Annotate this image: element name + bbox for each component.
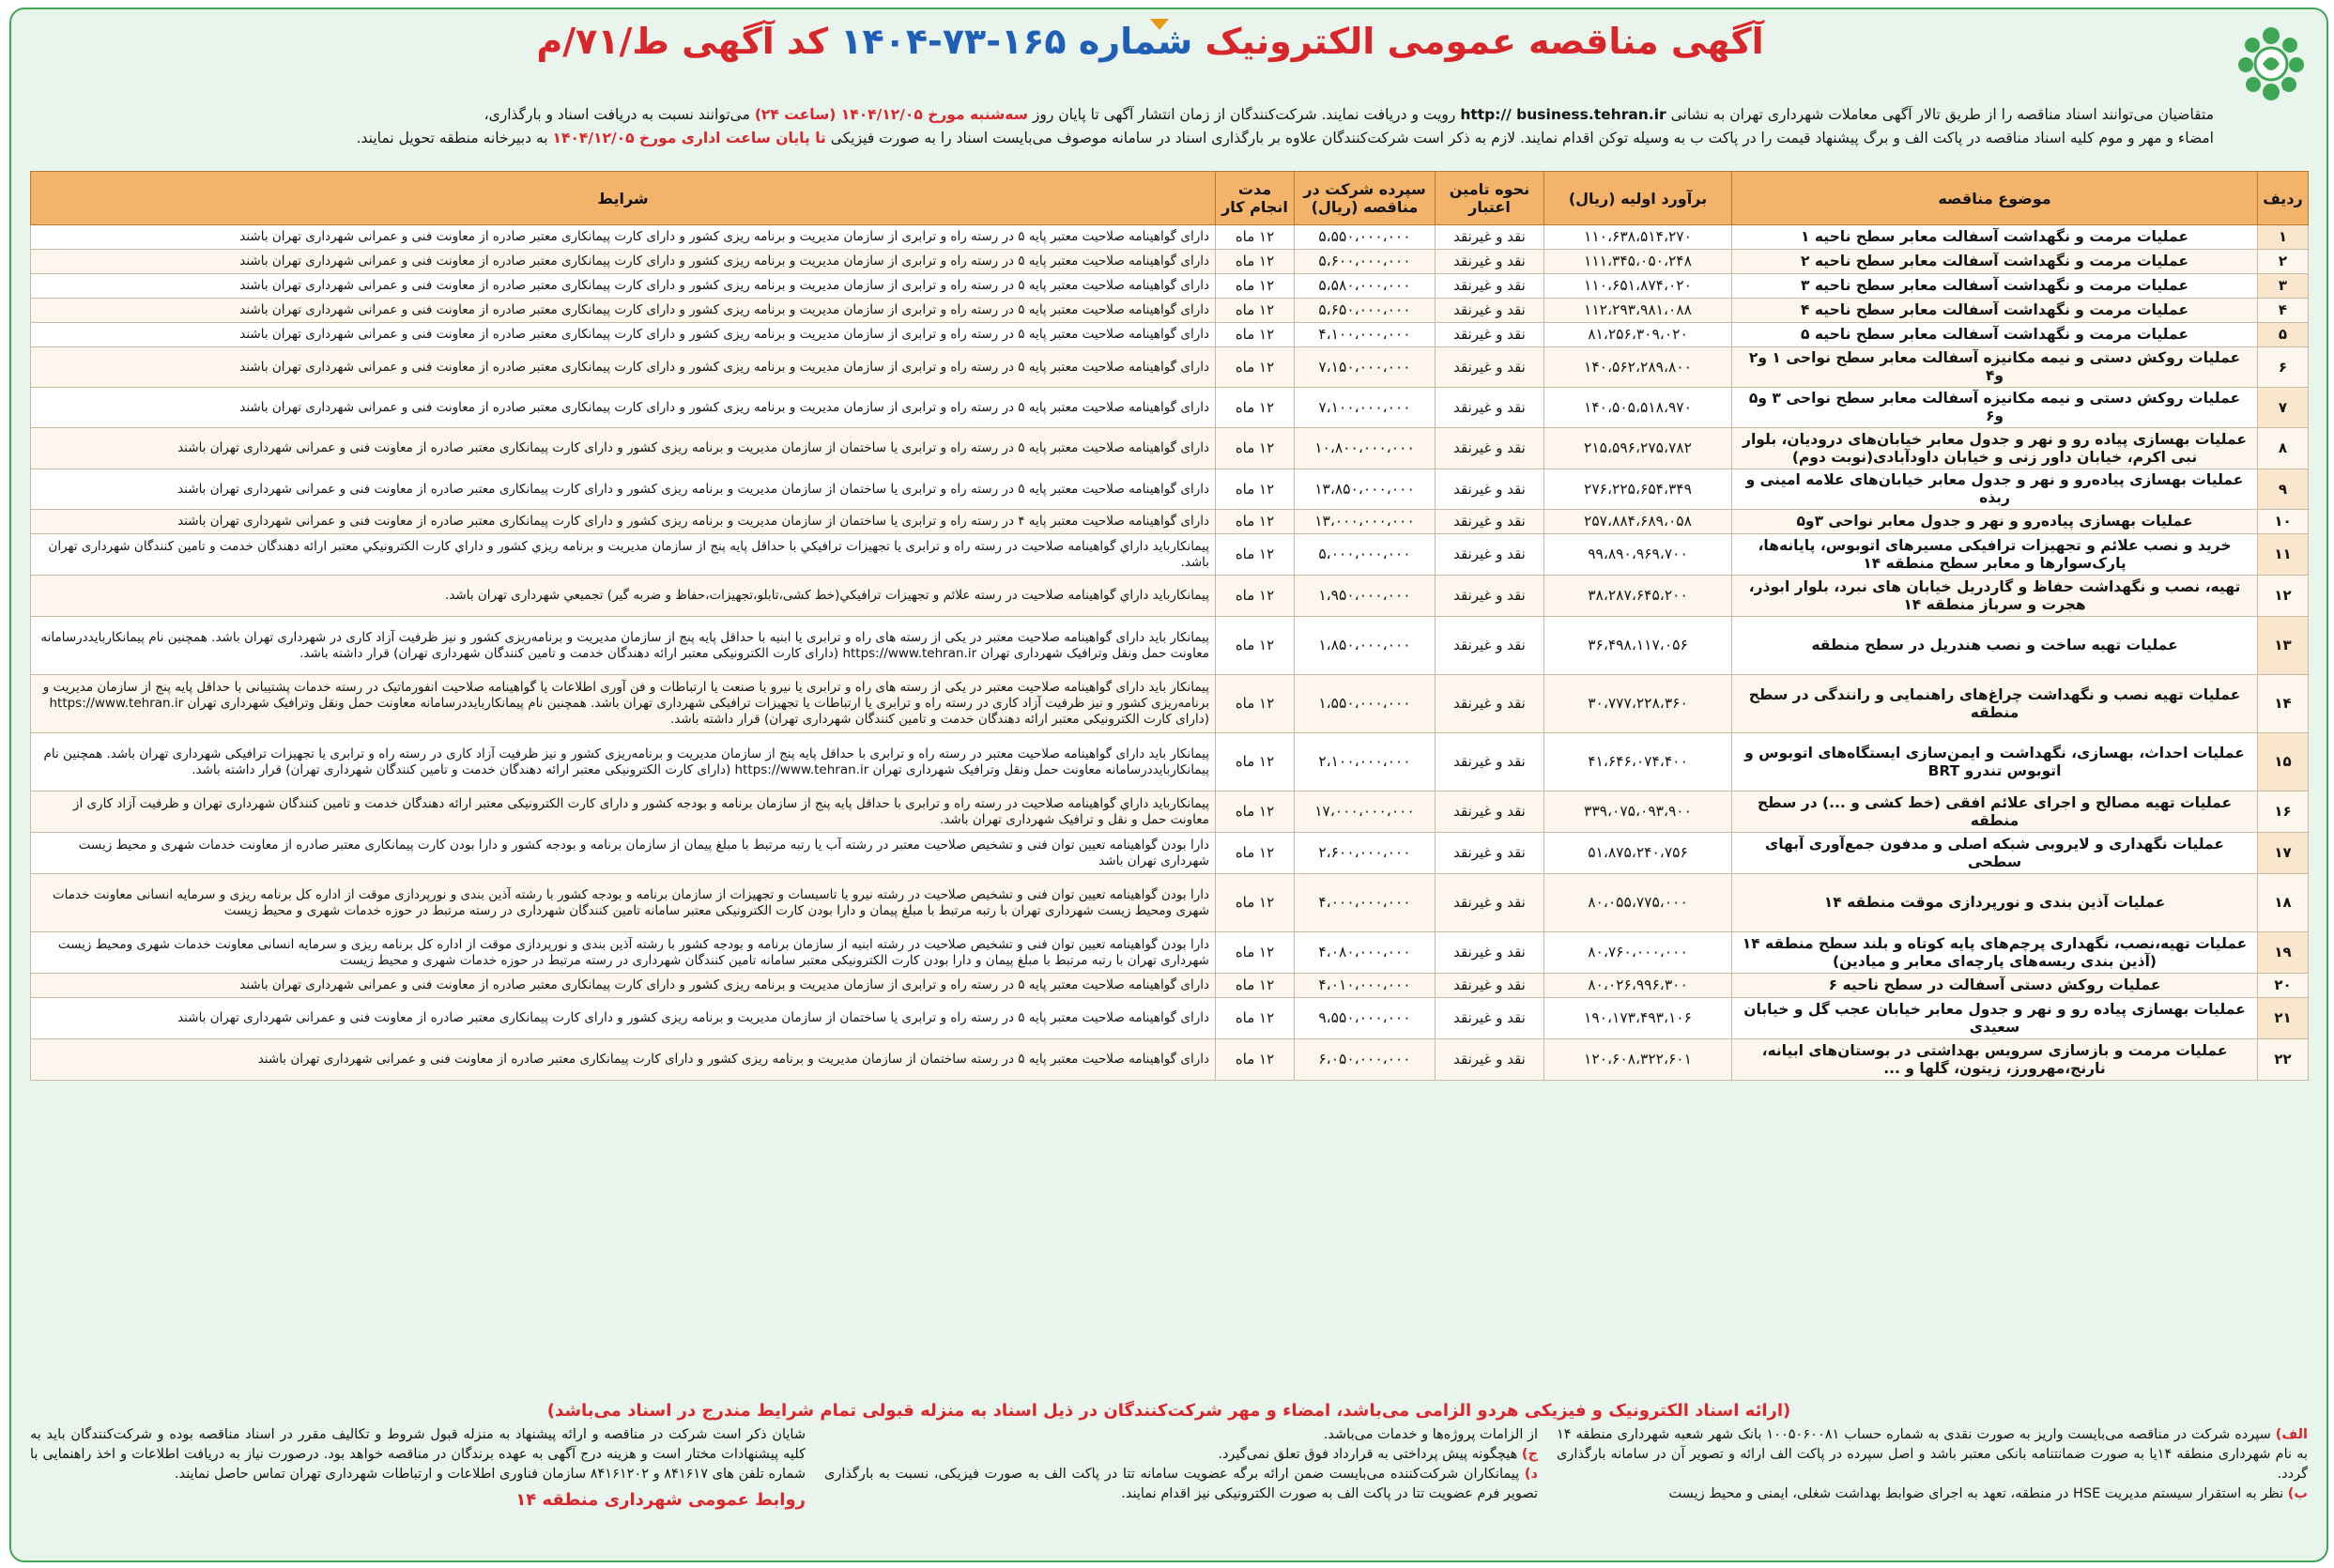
intro-line1-c: می‌توانند نسبت به دریافت اسناد و بارگذاری، (484, 106, 750, 123)
initial-estimate: ۱۱۲،۲۹۳،۹۸۱،۰۸۸ (1544, 299, 1732, 323)
table-row (31, 833, 2309, 874)
table-row (31, 250, 2309, 274)
tender-conditions: دارا بودن گواهینامه تعیین توان فنی و تشخیص صلاحیت در رشته ابنیه از سازمان برنامه و بودجه کشور با رشته آذین بندی و نورپردازی موقت از اداره کل برنامه ریزی و سرمایه انسانی معاونت خدمات شهری ومحیط زیست شهرداری تهران با رتبه مرتبط با مبلغ پیمان و دارا بودن کارت الکترونیکی معتبر سامانه تامین کنندگان شهرداری در رسته مرتبط در حوزه خدمات شهری و محیط زیست (31, 932, 1216, 974)
tender-subject: تهیه، نصب و نگهداشت حفاظ و گاردریل خیابان های نبرد، بلوار ابوذر، هجرت و سرباز منطقه ۱۴ (1732, 576, 2258, 617)
work-duration: ۱۲ ماه (1216, 675, 1295, 733)
initial-estimate: ۱۱۰،۶۳۸،۵۱۴،۲۷۰ (1544, 225, 1732, 250)
funding-method: نقد و غیرنقد (1436, 323, 1544, 347)
tender-conditions: دارای گواهینامه صلاحیت معتبر پایه ۵ در رسته راه و ترابری یا ساختمان از سازمان مدیریت و برنامه ریزی کشور و دارای کارت پیمانکاری معتبر صادره از معاونت فنی و عمرانی شهرداری تهران باشند (31, 998, 1216, 1039)
row-number: ۷ (2258, 388, 2309, 428)
participation-deposit: ۱۰،۸۰۰،۰۰۰،۰۰۰ (1295, 428, 1436, 469)
header-duration: مدت انجام کار (1216, 172, 1295, 225)
note-a-text: سپرده شرکت در مناقصه می‌بایست واریز به صورت نقدی به شماره حساب ۱۰۰۵۰۶۰۰۸۱ بانک شهر شعبه شهرداری منطقه ۱۴ به نام شهرداری منطقه ۱۴یا به صورت ضمانتنامه بانکی معتبر باشد و اصل سپرده در پاکت الف ارائه و تصویر آن در سامانه بارگذاری گردد. (1557, 1427, 2309, 1482)
tender-subject: خرید و نصب علائم و تجهیزات ترافیکی مسیرهای اتوبوس، پایانه‌ها، پارک‌سوارها و معابر سطح منطقه ۱۴ (1732, 534, 2258, 576)
row-number: ۱ (2258, 225, 2309, 250)
funding-method: نقد و غیرنقد (1436, 428, 1544, 469)
funding-method: نقد و غیرنقد (1436, 792, 1544, 833)
header-estimate: برآورد اولیه (ریال) (1544, 172, 1732, 225)
table-row (31, 617, 2309, 675)
tender-conditions: دارای گواهینامه صلاحیت معتبر پایه ۵ در رسته راه و ترابری از سازمان مدیریت و برنامه ریزی کشور و دارای کارت پیمانکاری معتبر صادره از معاونت فنی و عمرانی شهرداری تهران باشند (31, 323, 1216, 347)
tender-subject: عملیات تهیه،نصب، نگهداری پرچم‌های پایه کوتاه و بلند سطح منطقه ۱۴ (آذین بندی ریسه‌های پارچه‌ای معابر و میادین) (1732, 932, 2258, 974)
row-number: ۱۰ (2258, 510, 2309, 534)
tender-conditions: پیمانکار باید دارای گواهینامه صلاحیت معتبر در یکی از رسته های راه و ترابری یا نیرو یا صنعت یا ارتباطات و فن آوری اطلاعات یا گواهینامه صلاحیت انفورماتیک در رسته خدمات پشتیبانی با حداقل پایه پنج از سازمان مدیریت و برنامه‌ریزی کشور و نیز ظرفیت آزاد کاری در رسته راه و ترابری یا ارتباطات یا تجهیزات ترافیکی شهرداری تهران باشد. همچنین نام پیمانکاربایددرسامانه معاونت حمل ونقل وترافیک شهرداری تهران https://www.tehran.ir (دارای کارت الکترونیکی معتبر ارائه دهندگان خدمت و تامین کنندگان شهرداری تهران) قرار داشته باشد. (31, 675, 1216, 733)
initial-estimate: ۸۰،۰۲۶،۹۹۶،۳۰۰ (1544, 974, 1732, 998)
participation-deposit: ۷،۱۵۰،۰۰۰،۰۰۰ (1295, 347, 1436, 388)
tender-conditions: پیمانکاربايد داراي گواهينامه صلاحيت در رسته راه و ترابری با حداقل پایه پنج از سازمان برنامه و بودجه کشور و دارای کارت الکترونیکی معتبر ارائه دهندگان خدمت و تامین کنندگان شهرداری تهران و ظرفیت آزاد کاری از معاونت حمل و نقل و ترافیک شهرداری تهران باشد. (31, 792, 1216, 833)
participation-deposit: ۶،۰۵۰،۰۰۰،۰۰۰ (1295, 1039, 1436, 1081)
public-relations-signature: روابط عمومی شهرداری منطقه ۱۴ (515, 1490, 806, 1510)
row-number: ۸ (2258, 428, 2309, 469)
title-arrow-icon (1150, 19, 1169, 30)
tender-conditions: دارای گواهینامه صلاحیت معتبر پایه ۵ در رسته راه و ترابری از سازمان مدیریت و برنامه ریزی کشور و دارای کارت پیمانکاری معتبر صادره از معاونت فنی و عمرانی شهرداری تهران باشند (31, 250, 1216, 274)
tender-conditions: دارای گواهینامه صلاحیت معتبر پایه ۵ در رسته راه و ترابری از سازمان مدیریت و برنامه ریزی کشور و دارای کارت پیمانکاری معتبر صادره از معاونت فنی و عمرانی شهرداری تهران باشند (31, 299, 1216, 323)
notes-column-right (1557, 1425, 2308, 1504)
note-c-text: هیچگونه پیش پرداختی به قرارداد فوق تعلق نمی‌گیرد. (1218, 1447, 1518, 1462)
title-number-label: شماره (1078, 21, 1193, 62)
tender-subject: عملیات تهیه ساخت و نصب هندریل در سطح منطقه (1732, 617, 2258, 675)
tender-subject: عملیات بهسازی پیاده رو و نهر و جدول معابر خیابان عجب گل و خیابان سعیدی (1732, 998, 2258, 1039)
participation-deposit: ۴،۱۰۰،۰۰۰،۰۰۰ (1295, 323, 1436, 347)
tender-conditions: پیمانکاربايد داراي گواهينامه صلاحيت در رسته علائم و تجهيزات ترافيكي(خط كشی،تابلو،تجهيزات،حفاظ و ضربه گير) تجميعي شهرداری تهران باشد. (31, 576, 1216, 617)
work-duration: ۱۲ ماه (1216, 250, 1295, 274)
header-no: ردیف (2258, 172, 2309, 225)
tenders-table (30, 171, 2309, 1081)
table-row (31, 274, 2309, 299)
tender-conditions: دارای گواهینامه صلاحیت معتبر پایه ۵ در رسته راه و ترابری از سازمان مدیریت و برنامه ریزی کشور و دارای کارت پیمانکاری معتبر صادره از معاونت فنی و عمرانی شهرداری تهران باشند (31, 974, 1216, 998)
table-row (31, 874, 2309, 932)
funding-method: نقد و غیرنقد (1436, 225, 1544, 250)
work-duration: ۱۲ ماه (1216, 792, 1295, 833)
work-duration: ۱۲ ماه (1216, 428, 1295, 469)
header-subject: موضوع مناقصه (1732, 172, 2258, 225)
row-number: ۱۳ (2258, 617, 2309, 675)
note-d-label: د) (1524, 1467, 1538, 1482)
work-duration: ۱۲ ماه (1216, 274, 1295, 299)
funding-method: نقد و غیرنقد (1436, 833, 1544, 874)
work-duration: ۱۲ ماه (1216, 998, 1295, 1039)
table-row (31, 534, 2309, 576)
intro-physical-deadline: تا پایان ساعت اداری مورخ ۱۴۰۴/۱۲/۰۵ (552, 130, 826, 146)
tender-subject: عملیات مرمت و نگهداشت آسفالت معابر سطح ناحیه ۳ (1732, 274, 2258, 299)
intro-line1-a: متقاضیان می‌توانند اسناد مناقصه را از طریق تالار آگهی معاملات شهرداری تهران به نشانی (1670, 106, 2214, 123)
tender-conditions: دارای گواهینامه صلاحیت معتبر پایه ۵ در رسته ساختمان از سازمان مدیریت و برنامه ریزی کشور و دارای کارت پیمانکاری معتبر صادره از معاونت فنی و عمرانی شهرداری تهران باشند (31, 1039, 1216, 1081)
tender-subject: عملیات احداث، بهسازی، نگهداشت و ایمن‌سازی ایستگاه‌های اتوبوس و اتوبوس تندرو BRT (1732, 733, 2258, 792)
intro-text (30, 103, 2214, 150)
table-row (31, 998, 2309, 1039)
tender-subject: عملیات نگهداری و لایروبی شبکه اصلی و مدفون جمع‌آوری آبهای سطحی (1732, 833, 2258, 874)
tender-subject: عملیات مرمت و نگهداشت آسفالت معابر سطح ناحیه ۴ (1732, 299, 2258, 323)
table-row (31, 428, 2309, 469)
tender-conditions: دارای گواهینامه صلاحیت معتبر پایه ۵ در رسته راه و ترابری از سازمان مدیریت و برنامه ریزی کشور و دارای کارت پیمانکاری معتبر صادره از معاونت فنی و عمرانی شهرداری تهران باشند (31, 347, 1216, 388)
tender-subject: عملیات مرمت و نگهداشت آسفالت معابر سطح ناحیه ۱ (1732, 225, 2258, 250)
notes-column-middle (824, 1425, 1538, 1504)
row-number: ۹ (2258, 469, 2309, 510)
work-duration: ۱۲ ماه (1216, 469, 1295, 510)
initial-estimate: ۸۰،۰۵۵،۷۷۵،۰۰۰ (1544, 874, 1732, 932)
participation-deposit: ۵،۵۸۰،۰۰۰،۰۰۰ (1295, 274, 1436, 299)
tender-conditions: پیمانکاربايد داراي گواهينامه صلاحيت در رسته راه و ترابری يا تجهيزات ترافيكي با حداقل پايه پنج از سازمان مديريت و برنامه ريزي كشور و داراي كارت الكترونيكي معتبر ارائه دهندگان خدمت و تامين كنندگان شهرداری تهران باشد. (31, 534, 1216, 576)
tender-subject: عملیات روکش دستی و نیمه مکانیزه آسفالت معابر سطح نواحی ۳ و۵ و۶ (1732, 388, 2258, 428)
table-row (31, 347, 2309, 388)
initial-estimate: ۳۰،۷۷۷،۲۲۸،۳۶۰ (1544, 675, 1732, 733)
title-code: کد آگهی ط/۷۱/م (536, 21, 829, 62)
tender-subject: عملیات مرمت و نگهداشت آسفالت معابر سطح ناحیه ۲ (1732, 250, 2258, 274)
work-duration: ۱۲ ماه (1216, 388, 1295, 428)
row-number: ۱۸ (2258, 874, 2309, 932)
table-row (31, 1039, 2309, 1081)
initial-estimate: ۸۱،۲۵۶،۳۰۹،۰۲۰ (1544, 323, 1732, 347)
initial-estimate: ۲۷۶،۲۲۵،۶۵۴،۳۴۹ (1544, 469, 1732, 510)
funding-method: نقد و غیرنقد (1436, 534, 1544, 576)
row-number: ۱۲ (2258, 576, 2309, 617)
funding-method: نقد و غیرنقد (1436, 274, 1544, 299)
work-duration: ۱۲ ماه (1216, 347, 1295, 388)
participation-deposit: ۵،۵۵۰،۰۰۰،۰۰۰ (1295, 225, 1436, 250)
participation-deposit: ۱۷،۰۰۰،۰۰۰،۰۰۰ (1295, 792, 1436, 833)
ad-title (86, 19, 2214, 64)
work-duration: ۱۲ ماه (1216, 510, 1295, 534)
intro-line1-b: رویت و دریافت نمایند. شرکت‌کنندگان از زمان انتشار آگهی تا پایان روز (1032, 106, 1456, 123)
row-number: ۶ (2258, 347, 2309, 388)
header-funding: نحوه تامین اعتبار (1436, 172, 1544, 225)
funding-method: نقد و غیرنقد (1436, 510, 1544, 534)
table-row (31, 675, 2309, 733)
tender-conditions: دارای گواهینامه صلاحیت معتبر پایه ۵ در رسته راه و ترابری یا ساختمان از سازمان مدیریت و برنامه ریزی کشور و دارای کارت پیمانکاری معتبر صادره از معاونت فنی و عمرانی شهرداری تهران باشند (31, 469, 1216, 510)
initial-estimate: ۱۴۰،۵۰۵،۵۱۸،۹۷۰ (1544, 388, 1732, 428)
initial-estimate: ۲۱۵،۵۹۶،۲۷۵،۷۸۲ (1544, 428, 1732, 469)
participation-deposit: ۲،۱۰۰،۰۰۰،۰۰۰ (1295, 733, 1436, 792)
tender-conditions: دارای گواهینامه صلاحیت معتبر پایه ۵ در رسته راه و ترابری از سازمان مدیریت و برنامه ریزی کشور و دارای کارت پیمانکاری معتبر صادره از معاونت فنی و عمرانی شهرداری تهران باشند (31, 388, 1216, 428)
tender-subject: عملیات تهیه مصالح و اجرای علائم افقی (خط کشی و ...) در سطح منطقه (1732, 792, 2258, 833)
participation-deposit: ۱،۸۵۰،۰۰۰،۰۰۰ (1295, 617, 1436, 675)
funding-method: نقد و غیرنقد (1436, 675, 1544, 733)
note-a-label: الف) (2275, 1427, 2308, 1442)
row-number: ۴ (2258, 299, 2309, 323)
tender-subject: عملیات روکش دستی و نیمه مکانیزه آسفالت معابر سطح نواحی ۱ و۲ و۴ (1732, 347, 2258, 388)
table-row (31, 510, 2309, 534)
note-b-label: ب) (2287, 1486, 2308, 1501)
notes-section (30, 1425, 2308, 1547)
tender-subject: عملیات آذین بندی و نورپردازی موقت منطقه ۱۴ (1732, 874, 2258, 932)
intro-deadline: سه‌شنبه مورخ ۱۴۰۴/۱۲/۰۵ (ساعت ۲۴) (754, 106, 1028, 123)
row-number: ۲۱ (2258, 998, 2309, 1039)
intro-line2-b: به دبیرخانه منطقه تحویل نمایند. (356, 130, 548, 146)
participation-deposit: ۷،۱۰۰،۰۰۰،۰۰۰ (1295, 388, 1436, 428)
notes-heading: (ارائه اسناد الکترونیک و فیزیکی هردو الزامی می‌باشد، امضاء و مهر شرکت‌کنندگان در ذیل اسناد به منزله قبولی تمام شرایط مندرج در اسناد می‌باشد) (546, 1401, 1791, 1421)
table-row (31, 469, 2309, 510)
initial-estimate: ۵۱،۸۷۵،۲۴۰،۷۵۶ (1544, 833, 1732, 874)
row-number: ۱۷ (2258, 833, 2309, 874)
initial-estimate: ۹۹،۸۹۰،۹۶۹،۷۰۰ (1544, 534, 1732, 576)
work-duration: ۱۲ ماه (1216, 299, 1295, 323)
tender-conditions: پیمانکار باید دارای گواهینامه صلاحیت معتبر در رسته راه و ترابری با حداقل پایه پنج از سازمان مدیریت و برنامه‌ریزی کشور و نیز ظرفیت آزاد کاری در رسته راه و ترابری یا تجهیزات ترافیکی شهرداری تهران باشد. همچنین نام پیمانکاربایددرسامانه معاونت حمل ونقل وترافیک شهرداری تهران https://www.tehran.ir (دارای کارت الکترونیکی معتبر ارائه دهندگان خدمت و تامین کنندگان شهرداری تهران) قرار داشته باشد. (31, 733, 1216, 792)
participation-deposit: ۴،۰۸۰،۰۰۰،۰۰۰ (1295, 932, 1436, 974)
work-duration: ۱۲ ماه (1216, 225, 1295, 250)
funding-method: نقد و غیرنقد (1436, 974, 1544, 998)
tender-conditions: دارا بودن گواهینامه تعیین توان فنی و تشخیص صلاحیت در رشته نیرو یا تاسیسات و تجهیزات از سازمان برنامه و بودجه کشور با رشته آذین بندی و نورپردازی موقت از اداره کل برنامه ریزی و سرمایه انسانی معاونت خدمات شهری ومحیط زیست شهرداری تهران با رتبه مرتبط با مبلغ پیمان و دارا بودن کارت الکترونیکی معتبر سامانه تامین کنندگان شهرداری در رسته مرتبط در حوزه خدمات شهری و محیط زیست (31, 874, 1216, 932)
funding-method: نقد و غیرنقد (1436, 347, 1544, 388)
tender-subject: عملیات تهیه نصب و نگهداشت چراغ‌های راهنمایی و رانندگی در سطح منطقه (1732, 675, 2258, 733)
row-number: ۳ (2258, 274, 2309, 299)
note-c-label: ج) (1521, 1447, 1538, 1462)
participation-deposit: ۴،۰۰۰،۰۰۰،۰۰۰ (1295, 874, 1436, 932)
participation-deposit: ۲،۶۰۰،۰۰۰،۰۰۰ (1295, 833, 1436, 874)
participation-deposit: ۵،۶۵۰،۰۰۰،۰۰۰ (1295, 299, 1436, 323)
initial-estimate: ۴۱،۶۴۶،۰۷۴،۴۰۰ (1544, 733, 1732, 792)
tehran-municipality-logo-icon (2236, 23, 2306, 113)
tender-conditions: دارای گواهینامه صلاحیت معتبر پایه ۵ در رسته راه و ترابری از سازمان مدیریت و برنامه ریزی کشور و دارای کارت پیمانکاری معتبر صادره از معاونت فنی و عمرانی شهرداری تهران باشند (31, 225, 1216, 250)
initial-estimate: ۱۹۰،۱۷۳،۴۹۳،۱۰۶ (1544, 998, 1732, 1039)
participation-deposit: ۱۳،۰۰۰،۰۰۰،۰۰۰ (1295, 510, 1436, 534)
table-row (31, 299, 2309, 323)
note-b-continued: از الزامات پروژه‌ها و خدمات می‌باشد. (1323, 1427, 1538, 1442)
table-row (31, 323, 2309, 347)
work-duration: ۱۲ ماه (1216, 323, 1295, 347)
initial-estimate: ۳۳۹،۰۷۵،۰۹۳،۹۰۰ (1544, 792, 1732, 833)
funding-method: نقد و غیرنقد (1436, 250, 1544, 274)
tender-subject: عملیات مرمت و نگهداشت آسفالت معابر سطح ناحیه ۵ (1732, 323, 2258, 347)
tender-conditions: دارا بودن گواهینامه تعیین توان فنی و تشخیص صلاحیت معتبر در رشته آب یا رتبه مرتبط با مبلغ پیمان از سازمان برنامه و بودجه کشور و دارا بودن کارت پیمانکاری معتبر صادره از معاونت خدمات شهری و محیط زیست شهرداری تهران باشد (31, 833, 1216, 874)
row-number: ۱۶ (2258, 792, 2309, 833)
table-row (31, 225, 2309, 250)
initial-estimate: ۱۱۱،۳۴۵،۰۵۰،۲۴۸ (1544, 250, 1732, 274)
tender-conditions: دارای گواهینامه صلاحیت معتبر پایه ۵ در رسته راه و ترابری یا ساختمان از سازمان مدیریت و برنامه ریزی کشور و دارای کارت پیمانکاری معتبر صادره از معاونت فنی و عمرانی شهرداری تهران باشند (31, 428, 1216, 469)
tender-subject: عملیات بهسازی پیاده رو و نهر و جدول معابر خیابان‌های دروديان، بلوار نبی اکرم، خیابان داور زنی و خیابان داودآبادی(نوبت دوم) (1732, 428, 2258, 469)
work-duration: ۱۲ ماه (1216, 576, 1295, 617)
funding-method: نقد و غیرنقد (1436, 1039, 1544, 1081)
initial-estimate: ۳۸،۲۸۷،۶۴۵،۲۰۰ (1544, 576, 1732, 617)
initial-estimate: ۸۰،۷۶۰،۰۰۰،۰۰۰ (1544, 932, 1732, 974)
tender-ad-page (9, 8, 2328, 1562)
work-duration: ۱۲ ماه (1216, 874, 1295, 932)
note-d-text: پیمانکاران شرکت‌کننده می‌بایست ضمن ارائه برگه عضویت سامانه تتا در پاکت الف به صورت فیزیکی، نسبت به بارگذاری تصویر فرم عضویت تتا در پاکت الف به صورت الکترونیکی نیز اقدام نمایند. (824, 1467, 1538, 1501)
row-number: ۵ (2258, 323, 2309, 347)
funding-method: نقد و غیرنقد (1436, 469, 1544, 510)
table-row (31, 974, 2309, 998)
participation-deposit: ۹،۵۵۰،۰۰۰،۰۰۰ (1295, 998, 1436, 1039)
row-number: ۱۵ (2258, 733, 2309, 792)
note-e-text: شایان ذکر است شرکت در مناقصه و ارائه پیشنهاد به منزله قبول شروط و تکالیف مقرر در اسناد مناقصه بوده و شرکت‌کنندگان باید به کلیه پیشنهادات مختار است و هزینه درج آگهی به عهده برندگان در مناقصه خواهد بود. درصورت نیاز به دریافت اطلاعات و اخذ راهنمایی با شماره تلفن های ۸۴۱۶۱۷ و ۸۴۱۶۱۲۰۲ سازمان فناوری اطلاعات و ارتباطات شهرداری تهران تماس حاصل نمایند. (30, 1427, 806, 1482)
table-row (31, 733, 2309, 792)
tender-conditions: دارای گواهینامه صلاحیت معتبر پایه ۴ در رسته راه و ترابری یا ساختمان از سازمان مدیریت و برنامه ریزی کشور و دارای کارت پیمانکاری معتبر صادره از معاونت فنی و عمرانی شهرداری تهران باشند (31, 510, 1216, 534)
table-row (31, 576, 2309, 617)
funding-method: نقد و غیرنقد (1436, 299, 1544, 323)
funding-method: نقد و غیرنقد (1436, 932, 1544, 974)
tender-conditions: دارای گواهینامه صلاحیت معتبر پایه ۵ در رسته راه و ترابری از سازمان مدیریت و برنامه ریزی کشور و دارای کارت پیمانکاری معتبر صادره از معاونت فنی و عمرانی شهرداری تهران باشند (31, 274, 1216, 299)
title-number: ۱۶۵-۷۳-۱۴۰۴ (840, 21, 1067, 62)
row-number: ۲۰ (2258, 974, 2309, 998)
initial-estimate: ۱۴۰،۵۶۲،۲۸۹،۸۰۰ (1544, 347, 1732, 388)
title-main: آگهی مناقصه عمومی الکترونیک (1205, 21, 1764, 62)
funding-method: نقد و غیرنقد (1436, 998, 1544, 1039)
table-header-row (31, 172, 2309, 225)
work-duration: ۱۲ ماه (1216, 974, 1295, 998)
notes-column-left (30, 1425, 806, 1510)
work-duration: ۱۲ ماه (1216, 534, 1295, 576)
tender-subject: عملیات مرمت و بازسازی سرویس بهداشتی در بوستان‌های ابیانه، نارنج،مهرورز، زیتون، گلها و ... (1732, 1039, 2258, 1081)
note-b-text: نظر به استقرار سیستم مدیریت HSE در منطقه، تعهد به اجرای ضوابط بهداشت شغلی، ایمنی و محیط زیست (1668, 1486, 2284, 1501)
table-row (31, 388, 2309, 428)
header-deposit: سپرده شرکت در مناقصه (ریال) (1295, 172, 1436, 225)
participation-deposit: ۱،۵۵۰،۰۰۰،۰۰۰ (1295, 675, 1436, 733)
tender-subject: عملیات بهسازی پیاده‌رو و نهر و جدول معابر خیابان‌های علامه امینی و ربذه (1732, 469, 2258, 510)
initial-estimate: ۲۵۷،۸۸۴،۶۸۹،۰۵۸ (1544, 510, 1732, 534)
work-duration: ۱۲ ماه (1216, 932, 1295, 974)
funding-method: نقد و غیرنقد (1436, 617, 1544, 675)
row-number: ۱۴ (2258, 675, 2309, 733)
participation-deposit: ۴،۰۱۰،۰۰۰،۰۰۰ (1295, 974, 1436, 998)
intro-line2-a: امضاء و مهر و موم کلیه اسناد مناقصه در پاکت الف و برگ پیشنهاد قیمت را در پاکت ب به وسیله توکن اقدام نمایند. لازم به ذکر است شرکت‌کنندگان علاوه بر بارگذاری اسناد در سامانه موصوف می‌بایست اسناد را به صورت فیزیکی (830, 130, 2214, 146)
funding-method: نقد و غیرنقد (1436, 733, 1544, 792)
participation-deposit: ۱۳،۸۵۰،۰۰۰،۰۰۰ (1295, 469, 1436, 510)
work-duration: ۱۲ ماه (1216, 833, 1295, 874)
intro-url[interactable]: http:// business.tehran.ir (1460, 106, 1666, 123)
work-duration: ۱۲ ماه (1216, 617, 1295, 675)
tender-conditions: پیمانکار باید دارای گواهینامه صلاحیت معتبر در یکی از رسته های راه و ترابری یا ابنیه با حداقل پایه پنج از سازمان مدیریت و برنامه‌ریزی کشور و نیز ظرفیت آزاد کاری در شهرداری تهران باشد. همچنین نام پیمانکاربایددرسامانه معاونت حمل ونقل وترافیک شهرداری تهران https://www.tehran.ir (دارای کارت الکترونیکی معتبر ارائه دهندگان خدمت و تامین کنندگان شهرداری تهران) قرار داشته باشد. (31, 617, 1216, 675)
tender-subject: عملیات روکش دستی آسفالت در سطح ناحیه ۶ (1732, 974, 2258, 998)
work-duration: ۱۲ ماه (1216, 733, 1295, 792)
row-number: ۱۹ (2258, 932, 2309, 974)
initial-estimate: ۱۱۰،۶۵۱،۸۷۴،۰۲۰ (1544, 274, 1732, 299)
initial-estimate: ۳۶،۴۹۸،۱۱۷،۰۵۶ (1544, 617, 1732, 675)
participation-deposit: ۵،۰۰۰،۰۰۰،۰۰۰ (1295, 534, 1436, 576)
participation-deposit: ۵،۶۰۰،۰۰۰،۰۰۰ (1295, 250, 1436, 274)
funding-method: نقد و غیرنقد (1436, 874, 1544, 932)
table-row (31, 932, 2309, 974)
funding-method: نقد و غیرنقد (1436, 388, 1544, 428)
row-number: ۲ (2258, 250, 2309, 274)
initial-estimate: ۱۲۰،۶۰۸،۳۲۲،۶۰۱ (1544, 1039, 1732, 1081)
tender-subject: عملیات بهسازی پیاده‌رو و نهر و جدول معابر نواحی ۳و۵ (1732, 510, 2258, 534)
header-conditions: شرایط (31, 172, 1216, 225)
row-number: ۲۲ (2258, 1039, 2309, 1081)
participation-deposit: ۱،۹۵۰،۰۰۰،۰۰۰ (1295, 576, 1436, 617)
table-row (31, 792, 2309, 833)
funding-method: نقد و غیرنقد (1436, 576, 1544, 617)
row-number: ۱۱ (2258, 534, 2309, 576)
work-duration: ۱۲ ماه (1216, 1039, 1295, 1081)
